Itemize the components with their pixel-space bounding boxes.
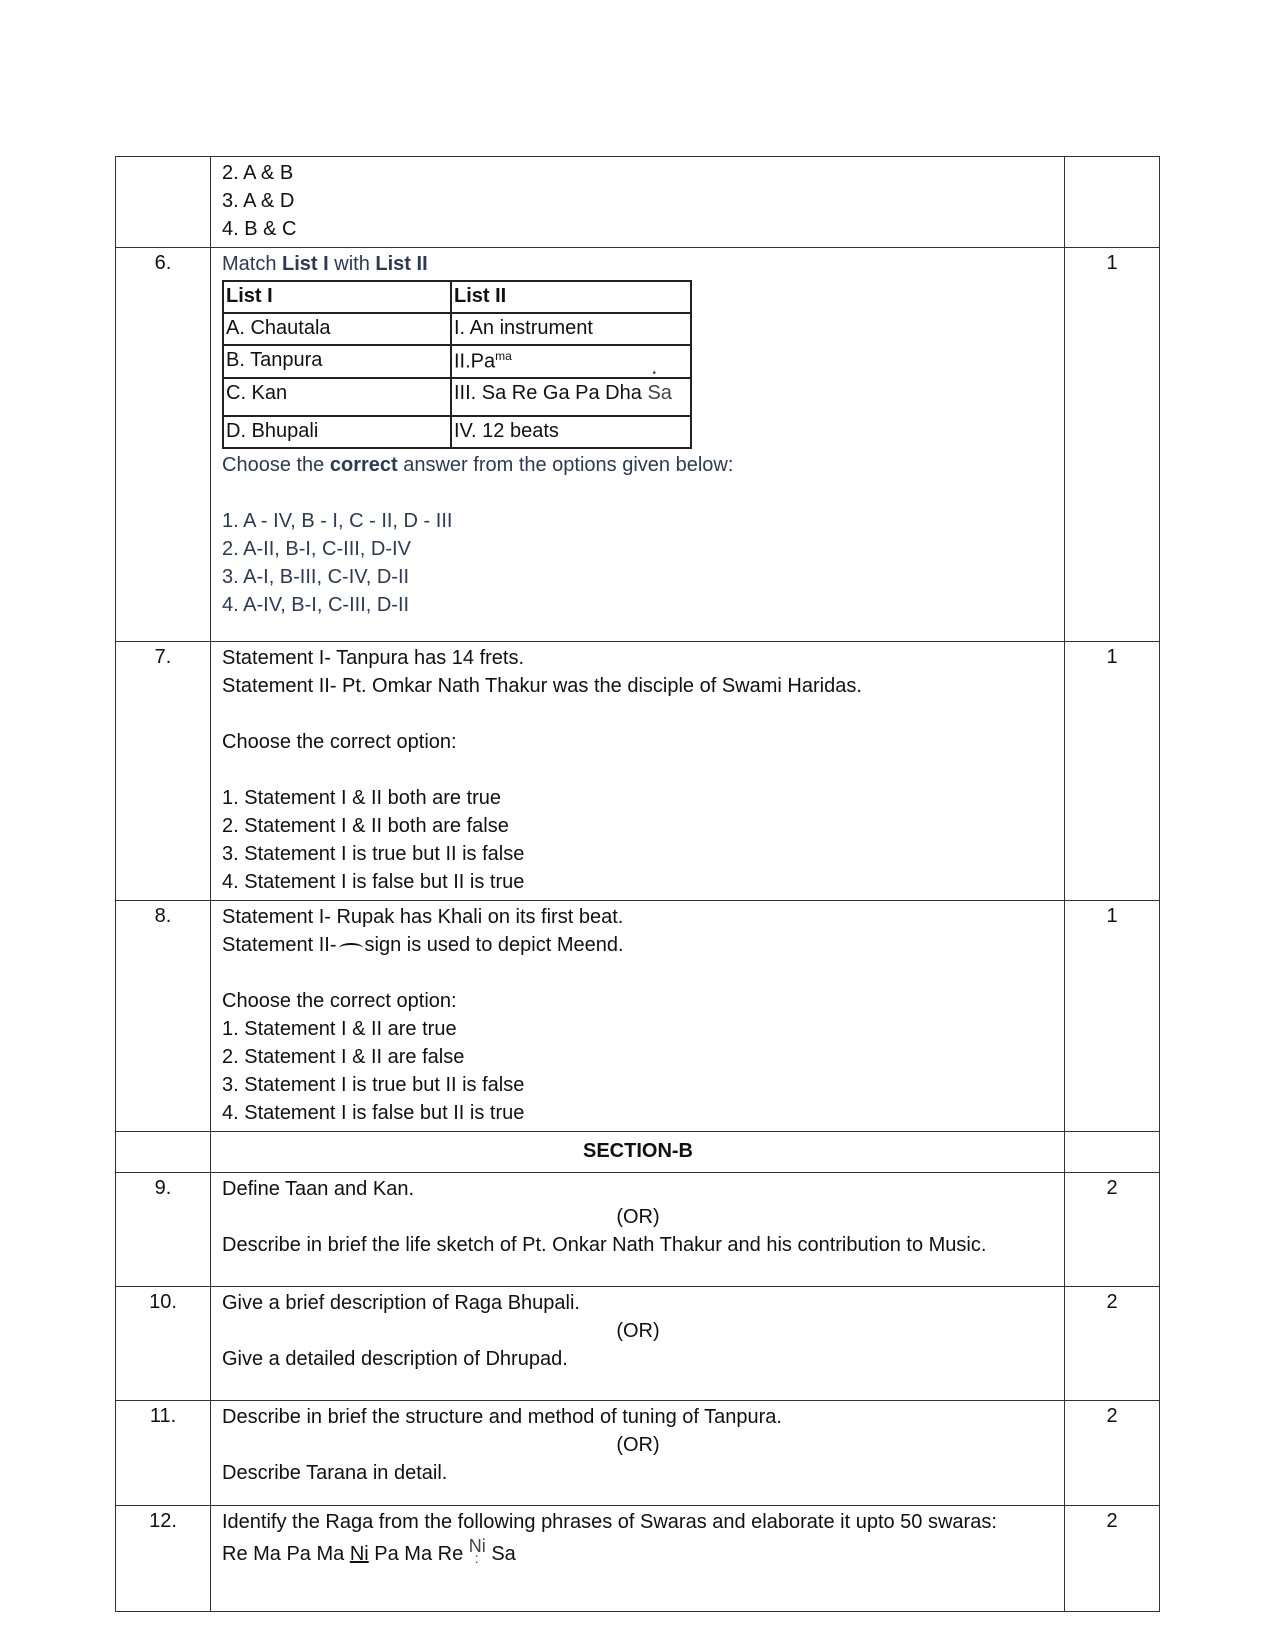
question-number-cell: [116, 1132, 211, 1173]
question-number-cell: [116, 157, 211, 248]
marks: 2: [1065, 1401, 1160, 1506]
instruction-text: Choose the correct option:: [222, 990, 457, 1012]
marks-cell: [1065, 157, 1160, 248]
question-text: Give a detailed description of Dhrupad.: [222, 1348, 568, 1370]
table-row: [116, 642, 1160, 901]
table-row: [116, 157, 1160, 248]
taar-sa-note: Sa •: [647, 382, 671, 405]
match-row: [223, 281, 691, 313]
instruction-text: Choose the correct option:: [222, 731, 457, 753]
option-text: 1. Statement I & II are true: [222, 1018, 457, 1040]
marks: 1: [1065, 248, 1160, 642]
option-text: 4. Statement I is false but II is true: [222, 871, 525, 893]
statement-text: Statement I- Rupak has Khali on its first beat.: [222, 906, 624, 928]
question-number: 6.: [116, 248, 211, 642]
match-row: [223, 345, 691, 378]
match-header: List I: [223, 281, 451, 313]
question-number: 12.: [116, 1506, 211, 1612]
statement-text: Statement I- Tanpura has 14 frets.: [222, 647, 525, 669]
question-text: Describe in brief the structure and method of tuning of Tanpura.: [222, 1406, 782, 1428]
match-cell: B. Tanpura: [223, 345, 451, 378]
question-cell: [211, 1506, 1065, 1612]
option-text: 1. A - IV, B - I, C - II, D - III: [222, 509, 453, 532]
question-cell: [211, 642, 1065, 901]
question-number: 9.: [116, 1173, 211, 1287]
option-text: 2. Statement I & II are false: [222, 1046, 465, 1068]
marks: 1: [1065, 901, 1160, 1132]
marks: 1: [1065, 642, 1160, 901]
question-text: Describe Tarana in detail.: [222, 1462, 448, 1484]
table-row: [116, 1132, 1160, 1173]
table-row: [116, 1173, 1160, 1287]
meend-sign-icon: [339, 943, 363, 953]
option-text: 4. Statement I is false but II is true: [222, 1102, 525, 1124]
question-table: [115, 156, 1160, 1612]
table-row: [116, 1401, 1160, 1506]
marks-cell: [1065, 1132, 1160, 1173]
match-cell: $II.Pa^{ma}$: [451, 345, 691, 378]
match-cell: I. An instrument: [451, 313, 691, 345]
question-cell: [211, 1287, 1065, 1401]
table-row: [116, 1287, 1160, 1401]
match-row: [223, 313, 691, 345]
question-text: Match List I with List II: [222, 253, 428, 275]
match-cell: IV. 12 beats: [451, 416, 691, 448]
table-row: [116, 248, 1160, 642]
option-text: 4. B & C: [222, 218, 297, 240]
mandra-ni-note: Ni :: [469, 1532, 486, 1560]
question-number: 7.: [116, 642, 211, 901]
question-text: Identify the Raga from the following phrases of Swaras and elaborate it upto 50 swaras:: [222, 1511, 997, 1533]
marks: 2: [1065, 1506, 1160, 1612]
question-number: 8.: [116, 901, 211, 1132]
or-separator: (OR): [616, 1320, 660, 1342]
statement-text: Statement II- Pt. Omkar Nath Thakur was the disciple of Swami Haridas.: [222, 675, 862, 697]
match-row: [223, 378, 691, 416]
section-heading: SECTION-B: [211, 1132, 1065, 1173]
match-cell: C. Kan: [223, 378, 451, 416]
table-row: [116, 1506, 1160, 1612]
question-cell: [211, 1173, 1065, 1287]
question-cell: [211, 157, 1065, 248]
question-text: Give a brief description of Raga Bhupali.: [222, 1292, 580, 1314]
question-text: Define Taan and Kan.: [222, 1178, 415, 1200]
marks: 2: [1065, 1287, 1160, 1401]
match-header: List II: [451, 281, 691, 313]
match-row: [223, 416, 691, 448]
question-text: Describe in brief the life sketch of Pt. Onkar Nath Thakur and his contribution to Music.: [222, 1234, 987, 1256]
table-row: [116, 901, 1160, 1132]
statement-text: Statement II- sign is used to depict Meend.: [222, 934, 624, 956]
question-cell: [211, 901, 1065, 1132]
option-text: 3. A & D: [222, 190, 295, 212]
marks: 2: [1065, 1173, 1160, 1287]
swara-phrase: Re Ma Pa Ma Ni Pa Ma Re Ni : Sa: [222, 1540, 1054, 1568]
instruction-text: Choose the correct answer from the options given below:: [222, 453, 734, 476]
or-separator: (OR): [616, 1434, 660, 1456]
option-text: 3. A-I, B-III, C-IV, D-II: [222, 565, 410, 588]
option-text: 3. Statement I is true but II is false: [222, 1074, 525, 1096]
question-number: 10.: [116, 1287, 211, 1401]
question-cell: [211, 248, 1065, 642]
match-cell: A. Chautala: [223, 313, 451, 345]
option-text: 2. A & B: [222, 162, 294, 184]
match-table: [222, 280, 692, 449]
option-text: 4. A-IV, B-I, C-III, D-II: [222, 593, 410, 616]
or-separator: (OR): [616, 1206, 660, 1228]
option-text: 2. A-II, B-I, C-III, D-IV: [222, 537, 411, 560]
option-text: 2. Statement I & II both are false: [222, 815, 509, 837]
question-number: 11.: [116, 1401, 211, 1506]
option-text: 3. Statement I is true but II is false: [222, 843, 525, 865]
match-cell: III. Sa Re Ga Pa Dha Sa •: [451, 378, 691, 416]
match-cell: D. Bhupali: [223, 416, 451, 448]
question-cell: [211, 1401, 1065, 1506]
option-text: 1. Statement I & II both are true: [222, 787, 502, 809]
